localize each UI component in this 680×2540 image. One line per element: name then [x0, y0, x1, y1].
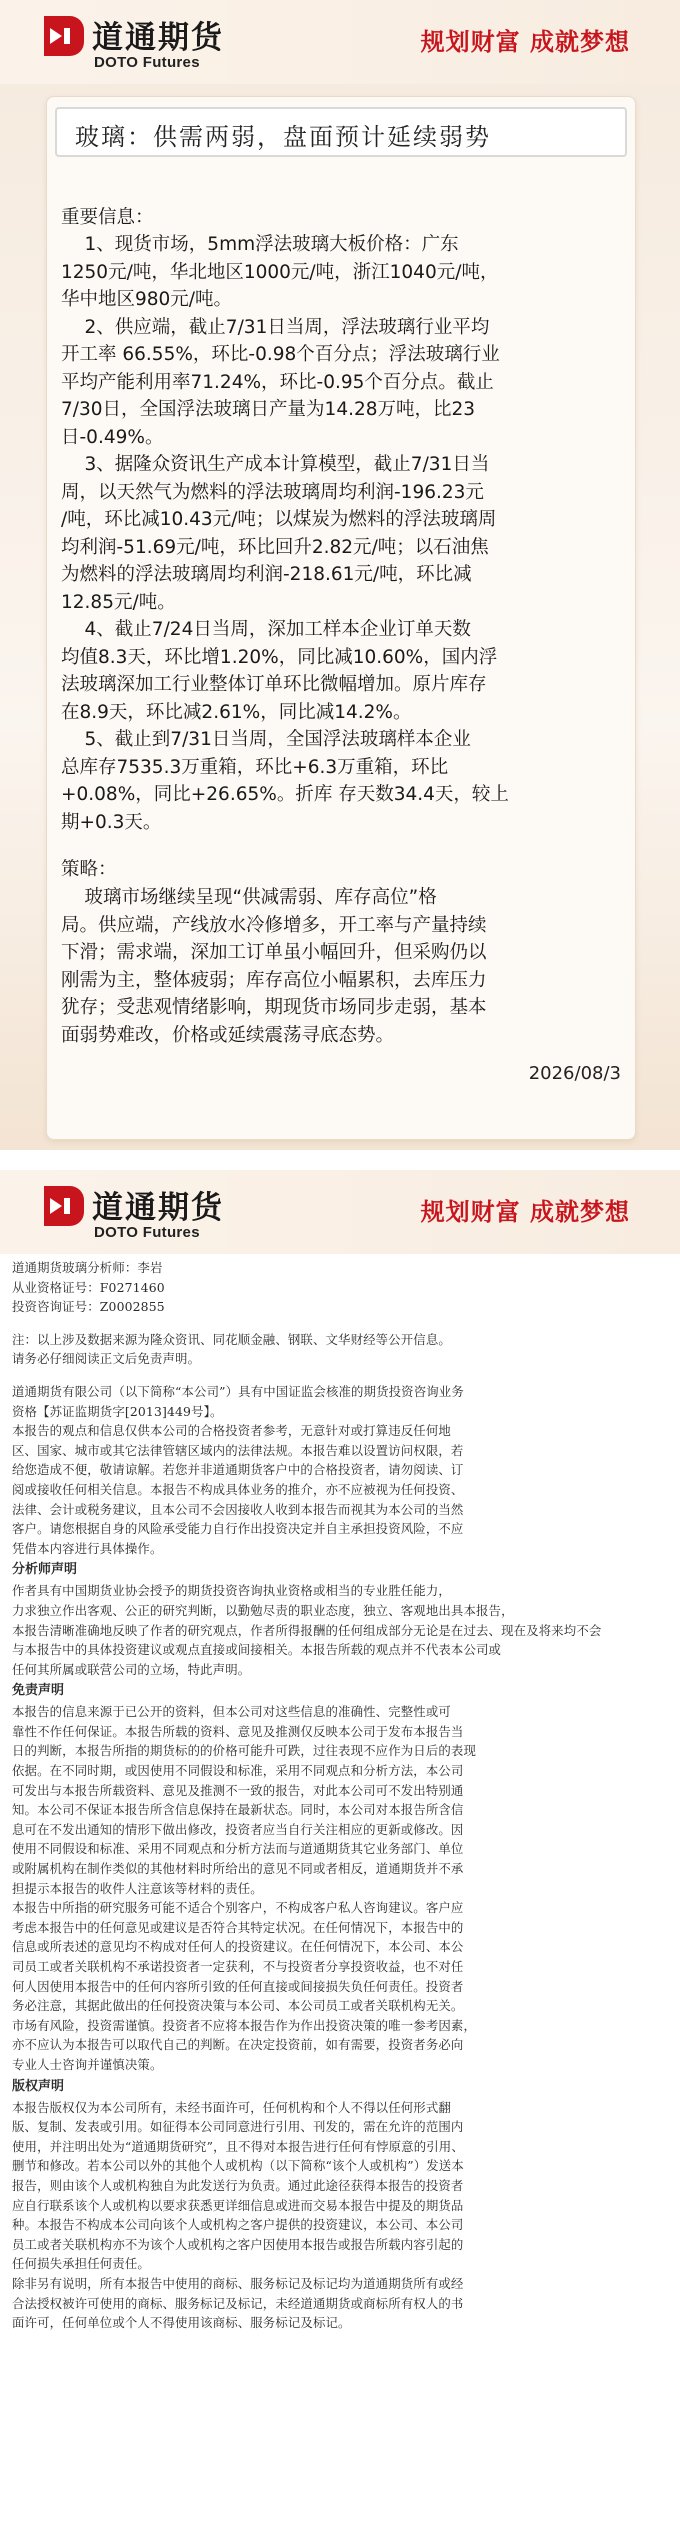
copyright-line: 任何损失承担任何责任。 — [12, 2256, 150, 2272]
strategy-line: 下滑；需求端，深加工订单虽小幅回升，但采购仍以 — [61, 942, 487, 963]
report-date: 2026/08/3 — [528, 1063, 621, 1084]
analyst-statement — [12, 1581, 668, 1679]
key-info-line: 1、现货市场，5mm浮法玻璃大板价格：广东 — [61, 234, 459, 255]
key-info-line: 2、供应端，截止7/31日当周，浮法玻璃行业平均 — [61, 316, 490, 338]
report-title-bar — [55, 107, 627, 157]
copyright-line: 面许可，任何单位或个人不得使用该商标、服务标记及标记。 — [12, 2315, 351, 2331]
strategy-line: 局。供应端，产线放水冷修增多，开工率与产量持续 — [61, 914, 487, 936]
disclaimer-line: 何人因使用本报告中的任何内容所引致的任何直接或间接损失负任何责任。投资者 — [12, 1978, 464, 1994]
brand-name-en: DOTO Futures — [94, 1224, 200, 1241]
analyst-statement-line: 本报告清晰准确地反映了作者的研究观点，作者所得报酬的任何组成部分无论是在过去、现在及将来均不会 — [12, 1622, 602, 1638]
strategy-line: 刚需为主，整体疲弱；库存高位小幅累积，去库压力 — [61, 969, 487, 991]
disclaimer-line: 可发出与本报告所载资料、意见及推测不一致的报告，对此本公司可不发出特别通 — [12, 1782, 464, 1798]
copyright-line: 除非另有说明，所有本报告中使用的商标、服务标记及标记均为道通期货所有或经 — [12, 2275, 464, 2291]
disclaimer-line: 考虑本报告中的任何意见或建议是否符合其特定状况。在任何情况下，本报告中的 — [12, 1919, 464, 1935]
key-info-label: 重要信息： — [61, 207, 154, 228]
strategy-body — [61, 884, 621, 1049]
data-source-note — [12, 1330, 668, 1369]
key-info-line: 7/30日，全国浮法玻璃日产量为14.28万吨，比23 — [61, 399, 476, 420]
analyst-statement-line: 作者具有中国期货业协会授予的期货投资咨询执业资格或相当的专业胜任能力， — [12, 1583, 451, 1599]
disclaimer-line: 司员工或者关联机构不承诺投资者一定获利，不与投资者分享投资收益，也不对任 — [12, 1959, 464, 1974]
brand-name-en: DOTO Futures — [94, 54, 200, 71]
disclaimer-body — [12, 1702, 668, 2074]
disclaimer-line: 市场有风险，投资需谨慎。投资者不应将本报告作为作出投资决策的唯一参考因素， — [12, 2017, 477, 2033]
copyright-line: 本报告版权仅为本公司所有，未经书面许可，任何机构和个人不得以任何形式翻 — [12, 2099, 451, 2115]
copyright-line: 版、复制、发表或引用。如征得本公司同意进行引用、刊发的，需在允许的范围内 — [12, 2119, 464, 2135]
report-panel — [46, 96, 636, 1140]
copyright-title: 版权声明 — [12, 2078, 65, 2094]
disclaimer-title: 免责声明 — [12, 1683, 65, 1699]
doto-logo-icon — [44, 16, 84, 56]
disclaimer-line: 使用不同假设和标准、采用不同观点和分析方法而与道通期货其它业务部门、单位 — [12, 1841, 464, 1857]
intro-line: 本报告的观点和信息仅供本公司的合格投资者参考，无意针对或打算违反任何地 — [12, 1423, 451, 1439]
key-info-line: 期+0.3天。 — [61, 811, 162, 833]
disclaimer-card — [0, 1170, 680, 2540]
key-info-line: 总库存7535.3万重箱，环比+6.3万重箱，环比 — [61, 756, 449, 778]
disclaimer-header — [0, 1170, 680, 1254]
disclaimer-line: 专业人士咨询并谨慎决策。 — [12, 2056, 163, 2072]
disclaimer-line: 知。本公司不保证本报告所含信息保持在最新状态。同时，本公司对本报告所含信 — [12, 1802, 464, 1818]
disclaimer-line: 或附属机构在制作类似的其他材料时所给出的意见不同或者相反，道通期货并不承 — [12, 1861, 464, 1877]
key-info-line: 日-0.49%。 — [61, 426, 164, 448]
key-info-line: 华中地区980元/吨。 — [61, 289, 233, 310]
intro-line: 阅或接收任何相关信息。本报告不构成具体业务的推介，亦不应被视为任何投资、 — [12, 1481, 464, 1497]
analyst-statement-title: 分析师声明 — [12, 1562, 78, 1578]
copyright-line: 报告，则由该个人或机构独自为此发送行为负责。通过此途径获得本报告的投资者 — [12, 2177, 464, 2193]
analyst-info — [12, 1258, 668, 1317]
intro-line: 区、国家、城市或其它法律管辖区域内的法律法规。本报告难以设置访问权限，若 — [12, 1442, 464, 1458]
key-info-line: 在8.9天，环比减2.61%，同比减14.2%。 — [61, 701, 412, 723]
key-info-line: 开工率 66.55%，环比-0.98个百分点；浮法玻璃行业 — [61, 344, 500, 365]
intro-line: 凭借本内容进行具体操作。 — [12, 1540, 163, 1556]
section-separator — [0, 1150, 680, 1170]
copyright-line: 员工或者关联机构亦不为该个人或机构之客户因使用本报告或报告所载内容引起的 — [12, 2236, 464, 2252]
disclaimer-line: 日的判断，本报告所指的期货标的的价格可能升可跌，过往表现不应作为日后的表现 — [12, 1743, 477, 1759]
copyright-line: 合法授权被许可使用的商标、服务标记及标记，未经道通期货或商标所有权人的书 — [12, 2295, 464, 2311]
intro-line: 资格【苏证监期货字[2013]449号】。 — [12, 1403, 223, 1419]
report-card — [0, 84, 680, 1150]
copyright-line: 删节和修改。若本公司以外的其他个人或机构（以下简称“该个人或机构”）发送本 — [12, 2158, 464, 2174]
intro-line: 给您造成不便，敬请谅解。若您并非道通期货客户中的合格投资者，请勿阅读、订 — [12, 1462, 464, 1478]
analyst-statement-line: 与本报告中的具体投资建议或观点直接或间接相关。本报告所载的观点并不代表本公司或 — [12, 1642, 502, 1658]
key-info-line: /吨，环比减10.43元/吨；以煤炭为燃料的浮法玻璃周 — [61, 509, 497, 530]
doto-logo-icon — [44, 1186, 84, 1226]
disclaimer-line: 务必注意，其据此做出的任何投资决策与本公司、本公司员工或者关联机构无关。 — [12, 1998, 464, 2014]
disclaimer-line: 本报告的信息来源于已公开的资料，但本公司对这些信息的准确性、完整性或可 — [12, 1704, 451, 1720]
analyst-info-line: 从业资格证号：F0271460 — [12, 1279, 165, 1295]
key-info-line: 平均产能利用率71.24%，环比-0.95个百分点。截止 — [61, 371, 494, 393]
key-info-line: 12.85元/吨。 — [61, 591, 176, 613]
disclaimer-document — [12, 1258, 668, 2333]
key-info-line: +0.08%，同比+26.65%。折库 存天数34.4天，较上 — [61, 784, 509, 805]
key-info-line: 均利润-51.69元/吨，环比回升2.82元/吨；以石油焦 — [61, 536, 489, 558]
disclaimer-line: 担提示本报告的收件人注意该等材料的责任。 — [12, 1880, 263, 1896]
analyst-info-line: 投资咨询证号：Z0002855 — [12, 1299, 165, 1315]
copyright-line: 应自行联系该个人或机构以要求获悉更详细信息或进而交易本报告中提及的期货品 — [12, 2197, 464, 2213]
copyright-body — [12, 2098, 668, 2333]
strategy-line: 犹存；受悲观情绪影响，期现货市场同步走弱，基本 — [61, 997, 487, 1018]
key-info-line: 5、截止到7/31日当周，全国浮法玻璃样本企业 — [61, 729, 471, 750]
disclaimer-line: 靠性不作任何保证。本报告所载的资料、意见及推测仅反映本公司于发布本报告当 — [12, 1723, 464, 1739]
note-line: 请务必仔细阅读正文后免责声明。 — [12, 1351, 201, 1367]
key-info-line: 4、截止7/24日当周，深加工样本企业订单天数 — [61, 619, 471, 640]
key-info-line: 均值8.3天，环比增1.20%，同比减10.60%，国内浮 — [61, 646, 498, 668]
disclaimer-line: 亦不应认为本报告可以取代自己的判断。在决定投资前，如有需要，投资者务必向 — [12, 2037, 464, 2053]
brand-slogan: 规划财富 成就梦想 — [420, 1198, 630, 1226]
copyright-line: 使用，并注明出处为“道通期货研究”，且不得对本报告进行任何有悖原意的引用、 — [12, 2138, 464, 2154]
report-title: 玻璃：供需两弱，盘面预计延续弱势 — [75, 123, 491, 151]
strategy-label: 策略： — [61, 859, 117, 880]
key-info-line: 1250元/吨，华北地区1000元/吨，浙江1040元/吨， — [61, 261, 499, 283]
disclaimer-line: 本报告中所指的研究服务可能不适合个别客户，不构成客户私人咨询建议。客户应 — [12, 1900, 464, 1916]
brand-name-cn: 道通期货 — [92, 20, 224, 56]
disclaimer-line: 息可在不发出通知的情形下做出修改，投资者应当自行关注相应的更新或修改。因 — [12, 1821, 464, 1837]
note-line: 注：以上涉及数据来源为隆众资讯、同花顺金融、钢联、文华财经等公开信息。 — [12, 1331, 451, 1347]
analyst-info-line: 道通期货玻璃分析师：李岩 — [12, 1260, 163, 1275]
disclaimer-line: 信息或所表述的意见均不构成对任何人的投资建议。在任何情况下，本公司、本公 — [12, 1939, 464, 1955]
key-info-line: 3、据隆众资讯生产成本计算模型，截止7/31日当 — [61, 454, 490, 475]
key-info-line: 法玻璃深加工行业整体订单环比微幅增加。原片库存 — [61, 674, 487, 695]
report-header — [0, 0, 680, 84]
key-info-line: 周，以天然气为燃料的浮法玻璃周均利润-196.23元 — [61, 481, 484, 503]
key-info-line: 为燃料的浮法玻璃周均利润-218.61元/吨，环比减 — [61, 564, 472, 585]
strategy-line: 面弱势难改，价格或延续震荡寻底态势。 — [61, 1024, 395, 1046]
intro-line: 道通期货有限公司（以下简称“本公司”）具有中国证监会核准的期货投资咨询业务 — [12, 1383, 464, 1399]
analyst-statement-line: 任何其所属或联营公司的立场，特此声明。 — [12, 1661, 251, 1677]
intro-line: 客户。请您根据自身的风险承受能力自行作出投资决定并自主承担投资风险，不应 — [12, 1521, 464, 1537]
disclaimer-line: 依据。在不同时期，或因使用不同假设和标准，采用不同观点和分析方法，本公司 — [12, 1763, 464, 1779]
brand-name-cn: 道通期货 — [92, 1190, 224, 1226]
copyright-line: 种。本报告不构成本公司向该个人或机构之客户提供的投资建议，本公司、本公司 — [12, 2217, 464, 2233]
company-intro — [12, 1382, 668, 1558]
intro-line: 法律、会计或税务建议，且本公司不会因接收人收到本报告而视其为本公司的当然 — [12, 1501, 464, 1517]
key-info-body — [61, 231, 621, 836]
brand-slogan: 规划财富 成就梦想 — [420, 28, 630, 56]
analyst-statement-line: 力求独立作出客观、公正的研究判断，以勤勉尽责的职业态度，独立、客观地出具本报告， — [12, 1602, 514, 1618]
strategy-line: 玻璃市场继续呈现“供减需弱、库存高位”格 — [61, 887, 437, 908]
